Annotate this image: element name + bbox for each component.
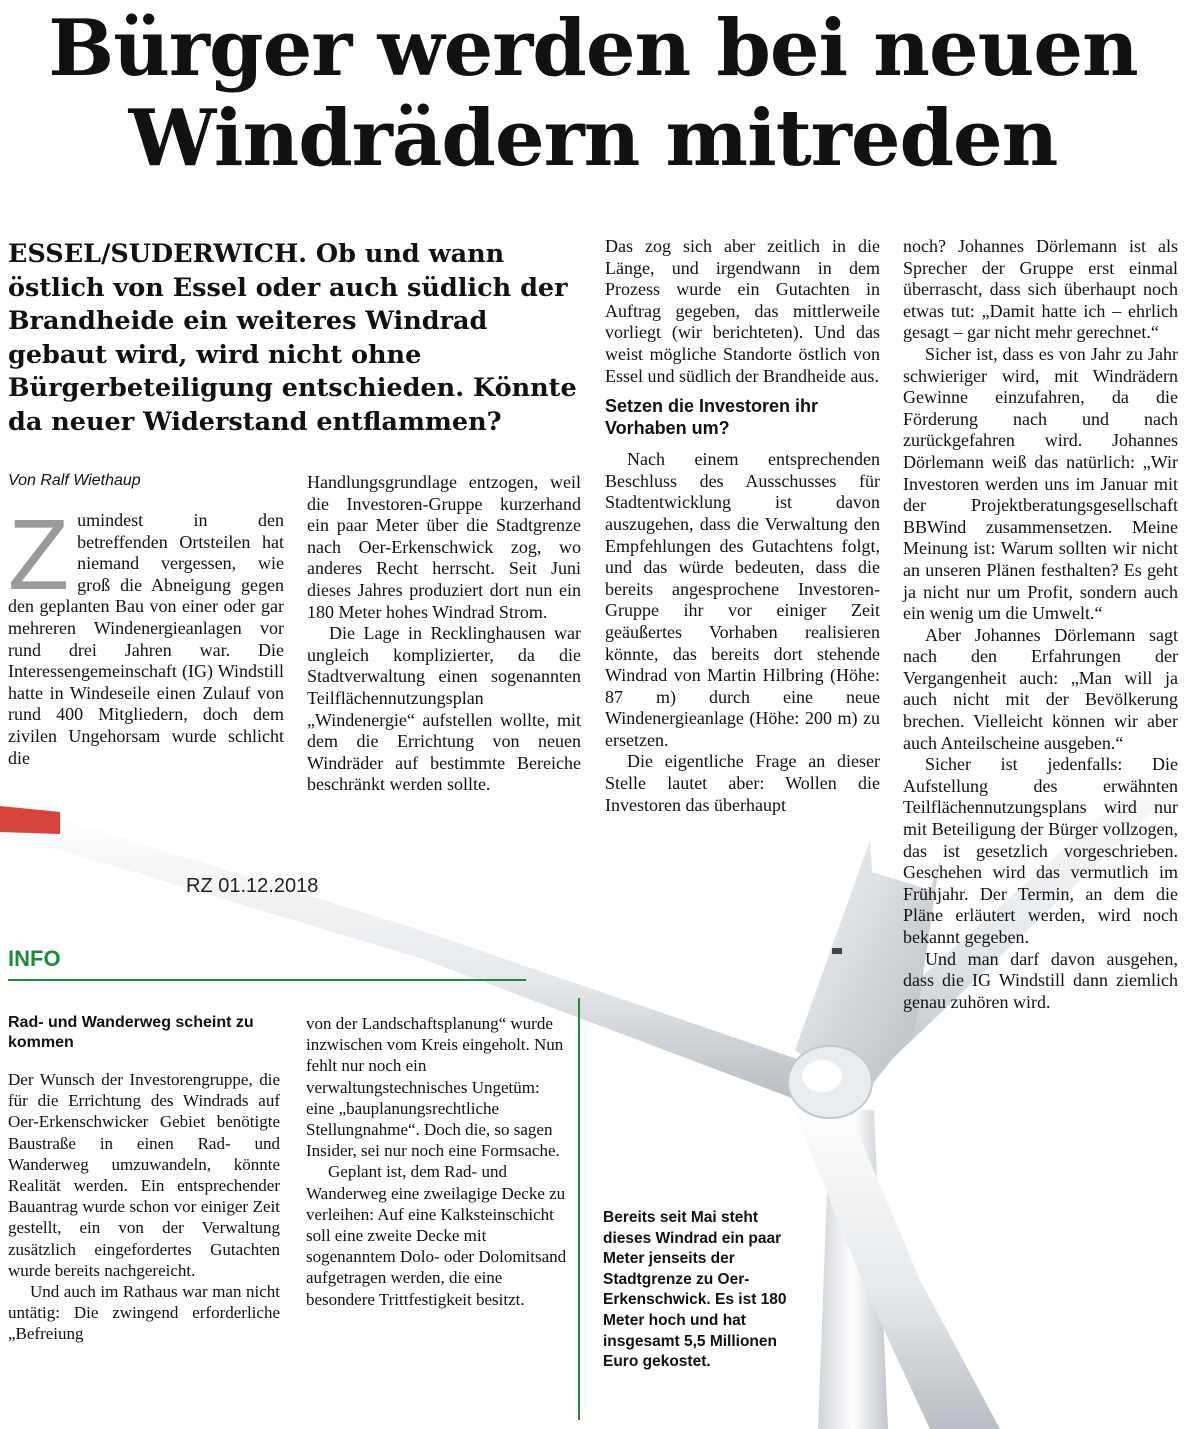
info-vertical-divider [578,998,580,1420]
lead-paragraph: ESSEL/SUDERWICH. Ob und wann östlich von Essel oder auch südlich der Brandheide ein weiteres Windrad gebaut wird, wird nicht ohne Bürgerbeteiligung entschieden. Könnte da neuer Widerstand entflammen? [8,239,577,437]
article-paragraph: Sicher ist, dass es von Jahr zu Jahr schwieriger wird, mit Windrädern Gewinne einzufahren, da die Förderung nach und nach zurückgefahren wird. Johannes Dörlemann weiß das natürlich: „Wir Investoren werden uns im Januar mit der Projektberatungsgesellschaft BBWind zusammensetzen. Meine Meinung ist: Warum sollten wir nicht an unseren Plänen festhalten? Es geht ja nicht nur um Profit, sondern auch ein wenig um die Umwelt.“ [903,343,1178,624]
article-paragraph: Nach einem entsprechenden Beschluss des Ausschusses für Stadtentwicklung ist davon auszugehen, dass die Verwaltung den Empfehlungen des Gutachtens folgt, und das würde bedeuten, dass die bereits angesprochene Investoren-Gruppe ihr vor einiger Zeit geäußertes Vorhaben realisieren könnte, das bereits dort stehende Windrad von Martin Hilbring (Höhe: 87 m) durch eine neue Windenergieanlage (Höhe: 200 m) zu ersetzen. [605,449,880,750]
info-column-1 [8,1013,280,1345]
info-paragraph: Und auch im Rathaus war man nicht untätig: Die zwingend erforderliche „Befreiung [8,1282,280,1344]
dropcap: Z [8,499,70,611]
article-paragraph: Und man darf davon ausgehen, dass die IG Windstill dann ziemlich genau zuhören wird. [903,948,1178,1012]
article-column-1 [8,499,284,769]
info-paragraph: von der Landschaftsplanung“ wurde inzwischen vom Kreis eingeholt. Nun fehlt nur noch ein verwaltungstechnisches Ungetüm: eine „bauplanungsrechtliche Stellungnahme“. Doch die, so sagen Insider, sei nur noch eine Formsache. [306,1014,564,1161]
article-paragraph: umindest in den betreffenden Ortsteilen hat niemand vergessen, wie groß die Abneigung gegen den geplanten Bau von einer oder gar mehreren Windenergieanlagen vor rund drei Jahren war. Die Interessengemeinschaft (IG) Windstill hatte in Windeseile einen Zulauf von rund 400 Mitgliedern, doch dem zivilen Ungehorsam wurde schlicht die [8,510,284,768]
info-column-2 [306,1013,568,1310]
dateline: RZ 01.12.2018 [186,875,319,897]
article-subhead: Setzen die Investoren ihr Vorhaben um? [605,396,819,439]
article-paragraph: Aber Johannes Dörlemann sagt nach den Erfahrungen der Vergangenheit auch: „Man will ja auch nicht mit der Bevölkerung brechen. Vielleicht können wir aber auch Anteilscheine ausgeben.“ [903,624,1178,753]
info-subhead: Rad- und Wanderweg scheint zu kommen [8,1014,254,1051]
info-divider [8,979,526,981]
info-label: INFO [8,946,61,971]
info-paragraph: Der Wunsch der Investorengruppe, die für die Errichtung des Windrads auf Oer-Erkenschwicker Gebiet benötigte Baustraße in einen Rad- und Wanderweg umzuwandeln, könnte Realität werden. Ein entsprechender Bauantrag wurde schon vor einiger Zeit gestellt, ein von der Verwaltung zusätzlich eingefordertes Gutachten wurde bereits nachgereicht. [8,1070,280,1280]
article-column-2 [307,472,581,796]
article-paragraph: Sicher ist jedenfalls: Die Aufstellung des erwähnten Teilflächennutzungsplans wird nur mit Beteiligung der Bürger vollzogen, das ist gesetzlich vorgeschrieben. Geschehen wird das vermutlich im Frühjahr. Der Termin, an dem die Pläne erläutert werden, wird noch bekannt gegeben. [903,754,1178,947]
headline [0,4,1186,184]
article-column-3 [605,236,880,816]
photo-caption: Bereits seit Mai steht dieses Windrad ein paar Meter jenseits der Stadtgrenze zu Oer-Erkenschwick. Es ist 180 Meter hoch und hat insgesamt 5,5 Millionen Euro gekostet. [603,1209,787,1371]
article-paragraph: noch? Johannes Dörlemann ist als Sprecher der Gruppe erst einmal überrascht, dass sich überhaupt noch etwas tut: „Damit hatte ich – ehrlich gesagt – gar nicht mehr gerechnet.“ [903,236,1178,343]
headline-line-1: Bürger werden bei neuen [48,3,1138,94]
article-column-4 [903,236,1178,1013]
headline-line-2: Windrädern mitreden [128,93,1058,184]
article-paragraph: Die Lage in Recklinghausen war ungleich komplizierter, da die Stadtverwaltung einen sogenannten Teilflächennutzungsplan „Windenergie“ aufstellen wollte, mit dem die Errichtung von neuen Windräder auf bestimmte Bereiche beschränkt werden sollte. [307,623,581,795]
article-paragraph: Handlungsgrundlage entzogen, weil die Investoren-Gruppe kurzerhand ein paar Meter über die Stadtgrenze nach Oer-Erkenschwick zog, wo anderes Recht herrscht. Seit Juni dieses Jahres produziert dort nun ein 180 Meter hohes Windrad Strom. [307,472,581,622]
byline: Von Ralf Wiethaup [8,472,141,489]
article-paragraph: Das zog sich aber zeitlich in die Länge, und irgendwann in dem Prozess wurde ein Gutachten in Auftrag gegeben, das mittlerweile vorliegt (wir berichteten). Und das weist mögliche Standorte östlich von Essel und südlich der Brandheide aus. [605,236,880,386]
article-paragraph: Die eigentliche Frage an dieser Stelle lautet aber: Wollen die Investoren das überhaupt [605,751,880,815]
info-paragraph: Geplant ist, dem Rad- und Wanderweg eine zweilagige Decke zu verleihen: Auf eine Kalksteinschicht soll eine zweite Decke mit sogenanntem Dolo- oder Dolomitsand aufgetragen werden, die eine besondere Trittfestigkeit besitzt. [306,1162,567,1309]
